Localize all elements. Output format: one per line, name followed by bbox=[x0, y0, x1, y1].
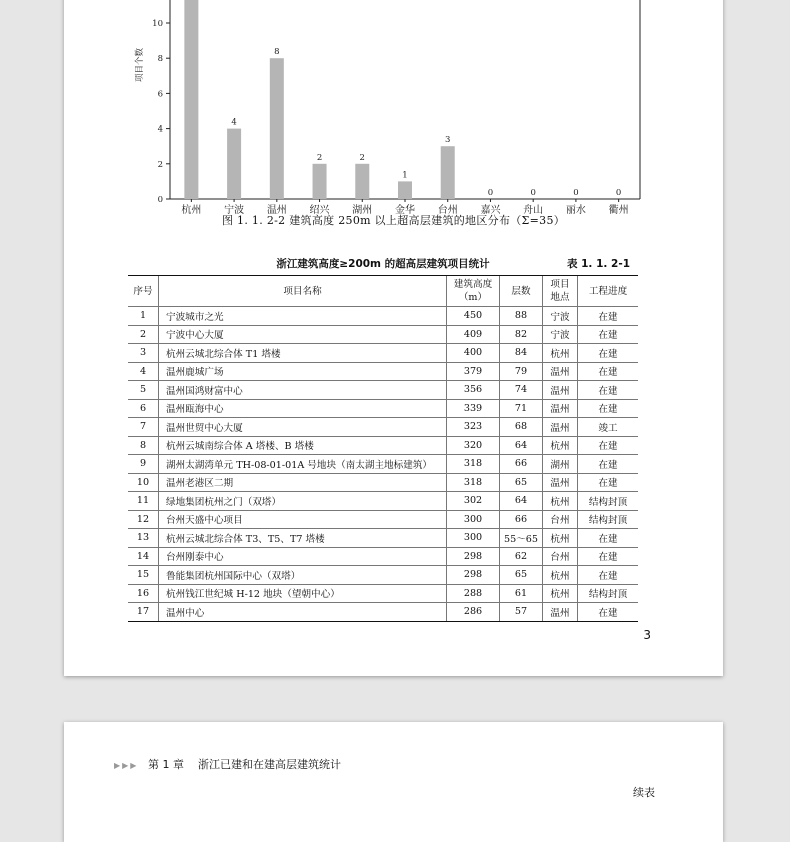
table-row bbox=[128, 307, 638, 326]
cell-floors: 79 bbox=[500, 362, 543, 381]
cell-location: 宁波 bbox=[543, 307, 578, 326]
x-tick-label: 丽水 bbox=[565, 205, 586, 216]
cell-height: 288 bbox=[447, 584, 500, 603]
table-row bbox=[128, 418, 638, 437]
table-body bbox=[128, 307, 638, 622]
cell-progress: 在建 bbox=[578, 603, 639, 622]
table-row bbox=[128, 510, 638, 529]
data-label: 3 bbox=[445, 135, 451, 146]
x-tick-label: 绍兴 bbox=[309, 205, 330, 216]
cell-seq: 15 bbox=[128, 566, 159, 585]
x-tick-label: 衢州 bbox=[608, 205, 629, 216]
cell-height: 379 bbox=[447, 362, 500, 381]
y-tick-label: 2 bbox=[157, 159, 163, 170]
cell-height: 286 bbox=[447, 603, 500, 622]
bar-杭州 bbox=[184, 0, 198, 199]
cell-seq: 5 bbox=[128, 381, 159, 400]
table-row bbox=[128, 362, 638, 381]
header-location-line2: 地点 bbox=[550, 292, 570, 303]
cell-name: 宁波城市之光 bbox=[159, 307, 447, 326]
table-title: 浙江建筑高度≥200m 的超高层建筑项目统计 bbox=[276, 258, 490, 270]
cell-floors: 57 bbox=[500, 603, 543, 622]
header-floors: 层数 bbox=[500, 276, 543, 307]
table-caption bbox=[128, 256, 638, 272]
header-location bbox=[543, 276, 578, 307]
cell-progress: 在建 bbox=[578, 344, 639, 363]
cell-height: 318 bbox=[447, 473, 500, 492]
header-seq: 序号 bbox=[128, 276, 159, 307]
cell-name: 温州瓯海中心 bbox=[159, 399, 447, 418]
cell-location: 温州 bbox=[543, 473, 578, 492]
bar-绍兴 bbox=[313, 164, 327, 199]
cell-name: 温州老港区二期 bbox=[159, 473, 447, 492]
cell-seq: 9 bbox=[128, 455, 159, 474]
x-tick-label: 杭州 bbox=[181, 205, 202, 216]
cell-floors: 65 bbox=[500, 566, 543, 585]
statistics-table bbox=[128, 275, 638, 622]
cell-progress: 在建 bbox=[578, 381, 639, 400]
cell-seq: 3 bbox=[128, 344, 159, 363]
table-row bbox=[128, 547, 638, 566]
cell-height: 450 bbox=[447, 307, 500, 326]
page-number: 3 bbox=[643, 628, 651, 642]
header-height bbox=[447, 276, 500, 307]
table-row bbox=[128, 473, 638, 492]
cell-seq: 4 bbox=[128, 362, 159, 381]
cell-floors: 71 bbox=[500, 399, 543, 418]
cell-floors: 68 bbox=[500, 418, 543, 437]
chapter-header bbox=[114, 756, 341, 772]
data-label: 2 bbox=[316, 152, 323, 163]
cell-height: 323 bbox=[447, 418, 500, 437]
chapter-title: 浙江已建和在建高层建筑统计 bbox=[197, 758, 341, 771]
document-page bbox=[64, 0, 723, 676]
cell-floors: 84 bbox=[500, 344, 543, 363]
y-tick-label: 6 bbox=[157, 89, 163, 100]
cell-floors: 88 bbox=[500, 307, 543, 326]
cell-progress: 在建 bbox=[578, 399, 639, 418]
data-label: 0 bbox=[615, 188, 622, 198]
y-axis-label: 项目个数 bbox=[135, 47, 145, 83]
cell-progress: 在建 bbox=[578, 325, 639, 344]
table-row bbox=[128, 399, 638, 418]
data-label: 0 bbox=[530, 188, 536, 198]
x-tick-label: 湖州 bbox=[352, 205, 373, 216]
cell-location: 温州 bbox=[543, 362, 578, 381]
cell-seq: 2 bbox=[128, 325, 159, 344]
x-tick-label: 宁波 bbox=[224, 205, 245, 216]
table-row bbox=[128, 325, 638, 344]
cell-seq: 13 bbox=[128, 529, 159, 548]
cell-name: 宁波中心大厦 bbox=[159, 325, 447, 344]
cell-location: 杭州 bbox=[543, 566, 578, 585]
cell-progress: 在建 bbox=[578, 362, 639, 381]
cell-seq: 12 bbox=[128, 510, 159, 529]
cell-name: 温州鹿城广场 bbox=[159, 362, 447, 381]
table-header-row bbox=[128, 276, 638, 307]
cell-floors: 61 bbox=[500, 584, 543, 603]
cell-progress: 竣工 bbox=[578, 418, 639, 437]
cell-name: 鲁能集团杭州国际中心（双塔） bbox=[159, 566, 447, 585]
cell-floors: 65 bbox=[500, 473, 543, 492]
bar-台州 bbox=[441, 146, 455, 199]
cell-location: 宁波 bbox=[543, 325, 578, 344]
cell-name: 杭州钱江世纪城 H-12 地块（望朝中心） bbox=[159, 584, 447, 603]
table-row bbox=[128, 455, 638, 474]
cell-progress: 在建 bbox=[578, 455, 639, 474]
cell-progress: 在建 bbox=[578, 436, 639, 455]
header-height-unit: （m） bbox=[458, 292, 488, 303]
cell-progress: 在建 bbox=[578, 307, 639, 326]
cell-floors: 66 bbox=[500, 455, 543, 474]
data-label: 2 bbox=[359, 152, 365, 163]
cell-floors: 66 bbox=[500, 510, 543, 529]
cell-progress: 结构封顶 bbox=[578, 584, 639, 603]
data-label: 0 bbox=[573, 188, 579, 198]
cell-progress: 在建 bbox=[578, 566, 639, 585]
table-row bbox=[128, 566, 638, 585]
cell-height: 339 bbox=[447, 399, 500, 418]
cell-location: 湖州 bbox=[543, 455, 578, 474]
cell-location: 温州 bbox=[543, 603, 578, 622]
cell-height: 298 bbox=[447, 566, 500, 585]
cell-location: 温州 bbox=[543, 418, 578, 437]
header-name: 项目名称 bbox=[159, 276, 447, 307]
bar-温州 bbox=[270, 58, 284, 199]
cell-seq: 14 bbox=[128, 547, 159, 566]
y-tick-label: 8 bbox=[157, 54, 163, 65]
cell-location: 台州 bbox=[543, 547, 578, 566]
cell-height: 320 bbox=[447, 436, 500, 455]
cell-name: 杭州云城北综合体 T1 塔楼 bbox=[159, 344, 447, 363]
cell-name: 温州世贸中心大厦 bbox=[159, 418, 447, 437]
cell-name: 温州中心 bbox=[159, 603, 447, 622]
cell-name: 台州刚泰中心 bbox=[159, 547, 447, 566]
cell-floors: 64 bbox=[500, 436, 543, 455]
cell-floors: 62 bbox=[500, 547, 543, 566]
cell-location: 杭州 bbox=[543, 492, 578, 511]
cell-height: 356 bbox=[447, 381, 500, 400]
cell-floors: 64 bbox=[500, 492, 543, 511]
cell-floors: 82 bbox=[500, 325, 543, 344]
cell-progress: 在建 bbox=[578, 547, 639, 566]
cell-progress: 结构封顶 bbox=[578, 510, 639, 529]
cell-name: 台州天盛中心项目 bbox=[159, 510, 447, 529]
cell-location: 台州 bbox=[543, 510, 578, 529]
x-tick-label: 舟山 bbox=[523, 205, 544, 216]
cell-seq: 6 bbox=[128, 399, 159, 418]
cell-seq: 16 bbox=[128, 584, 159, 603]
x-tick-label: 金华 bbox=[395, 205, 415, 216]
bar-宁波 bbox=[227, 129, 241, 199]
cell-name: 温州国鸿财富中心 bbox=[159, 381, 447, 400]
cell-name: 杭州云城北综合体 T3、T5、T7 塔楼 bbox=[159, 529, 447, 548]
y-tick-label: 10 bbox=[152, 19, 163, 29]
cell-floors: 55～65 bbox=[500, 529, 543, 548]
y-tick-label: 4 bbox=[157, 124, 163, 135]
triple-arrow-icon: ▶▶▶ bbox=[114, 761, 139, 770]
table-row bbox=[128, 344, 638, 363]
cell-name: 杭州云城南综合体 A 塔楼、B 塔楼 bbox=[159, 436, 447, 455]
figure-caption: 图 1. 1. 2-2 建筑高度 250m 以上超高层建筑的地区分布（Σ=35） bbox=[221, 214, 566, 227]
cell-seq: 17 bbox=[128, 603, 159, 622]
cell-height: 300 bbox=[447, 510, 500, 529]
cell-floors: 74 bbox=[500, 381, 543, 400]
data-label: 8 bbox=[274, 47, 280, 58]
data-label: 4 bbox=[231, 117, 237, 128]
cell-height: 298 bbox=[447, 547, 500, 566]
cell-seq: 10 bbox=[128, 473, 159, 492]
cell-location: 温州 bbox=[543, 399, 578, 418]
cell-location: 杭州 bbox=[543, 584, 578, 603]
x-tick-label: 台州 bbox=[437, 205, 458, 216]
cell-height: 302 bbox=[447, 492, 500, 511]
cell-location: 杭州 bbox=[543, 529, 578, 548]
cell-name: 绿地集团杭州之门（双塔） bbox=[159, 492, 447, 511]
cell-seq: 8 bbox=[128, 436, 159, 455]
cell-location: 杭州 bbox=[543, 436, 578, 455]
bar-chart bbox=[64, 0, 723, 220]
cell-height: 300 bbox=[447, 529, 500, 548]
cell-height: 400 bbox=[447, 344, 500, 363]
header-height-label: 建筑高度 bbox=[453, 279, 493, 290]
cell-progress: 在建 bbox=[578, 473, 639, 492]
cell-seq: 1 bbox=[128, 307, 159, 326]
table-row bbox=[128, 492, 638, 511]
table-row bbox=[128, 603, 638, 622]
bar-金华 bbox=[398, 181, 412, 199]
y-tick-label: 0 bbox=[157, 195, 163, 205]
table-row bbox=[128, 529, 638, 548]
x-tick-label: 嘉兴 bbox=[480, 205, 501, 216]
table-row bbox=[128, 584, 638, 603]
x-tick-label: 温州 bbox=[266, 205, 287, 216]
data-label: 1 bbox=[402, 170, 408, 181]
cell-location: 温州 bbox=[543, 381, 578, 400]
cell-seq: 7 bbox=[128, 418, 159, 437]
cell-progress: 结构封顶 bbox=[578, 492, 639, 511]
chapter-label: 第 1 章 bbox=[147, 758, 184, 771]
cell-progress: 在建 bbox=[578, 529, 639, 548]
cell-seq: 11 bbox=[128, 492, 159, 511]
header-progress: 工程进度 bbox=[578, 276, 639, 307]
continued-label: 续表 bbox=[633, 786, 655, 799]
header-location-line1: 项目 bbox=[550, 279, 570, 290]
table-number: 表 1. 1. 2-1 bbox=[566, 258, 630, 270]
data-label: 0 bbox=[487, 188, 494, 198]
cell-height: 318 bbox=[447, 455, 500, 474]
bar-湖州 bbox=[355, 164, 369, 199]
document-page-next bbox=[64, 722, 723, 842]
table-row bbox=[128, 436, 638, 455]
cell-height: 409 bbox=[447, 325, 500, 344]
table-row bbox=[128, 381, 638, 400]
cell-location: 杭州 bbox=[543, 344, 578, 363]
cell-name: 湖州太湖湾单元 TH-08-01-01A 号地块（南太湖主地标建筑） bbox=[159, 455, 447, 474]
